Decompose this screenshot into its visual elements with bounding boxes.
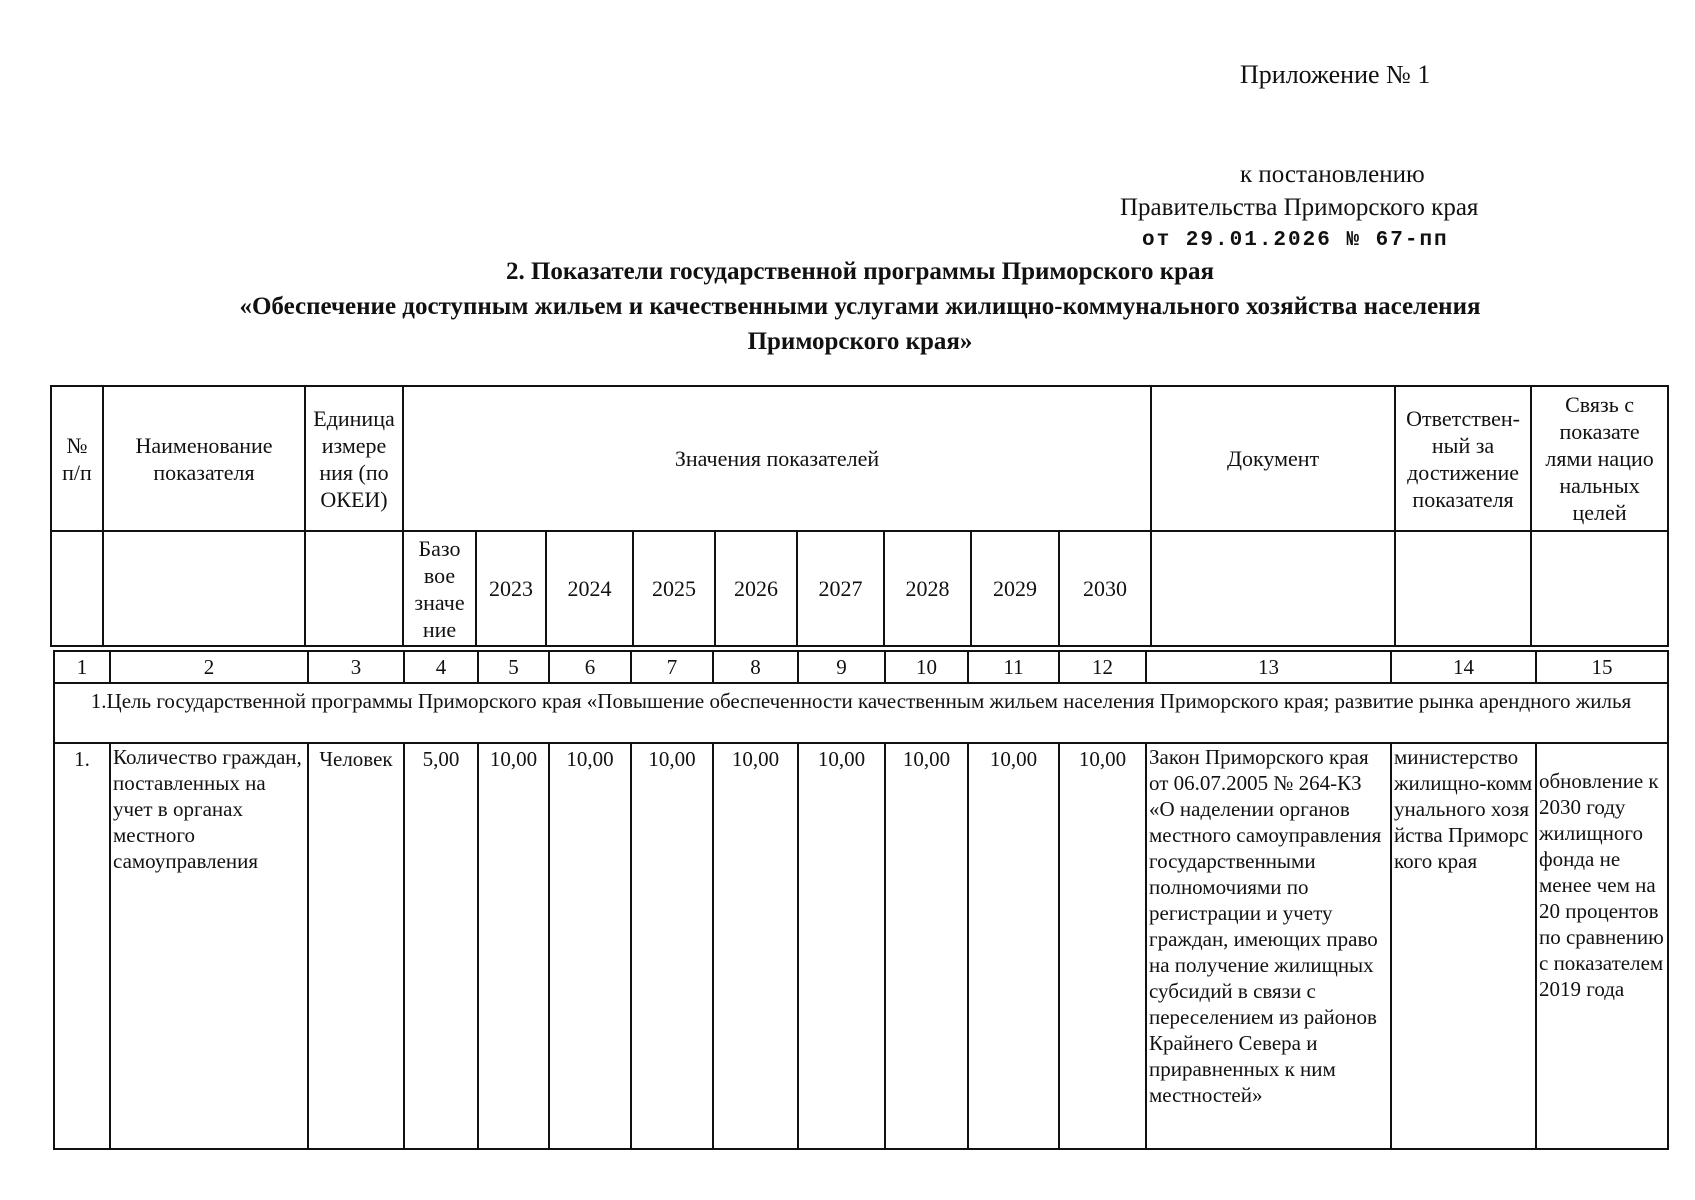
column-number: 14 — [1391, 651, 1536, 683]
year-value: 10,00 — [968, 743, 1059, 1149]
column-number: 8 — [713, 651, 798, 683]
appendix-label: Приложение № 1 — [1240, 60, 1431, 89]
column-number: 9 — [798, 651, 885, 683]
header-empty-1 — [51, 531, 103, 646]
column-number: 13 — [1146, 651, 1391, 683]
header-year: 2027 — [797, 531, 884, 646]
column-number: 5 — [478, 651, 549, 683]
indicator-name: Количество граждан, поставленных на учет в органах местного самоуправления — [110, 743, 308, 1149]
decree-reference — [1120, 158, 1560, 257]
indicator-unit: Человек — [308, 743, 404, 1149]
year-value: 10,00 — [631, 743, 713, 1149]
column-number: 11 — [968, 651, 1059, 683]
header-empty-13 — [1151, 531, 1395, 646]
column-number-row — [54, 651, 1668, 683]
decree-line-1: к постановлению — [1240, 161, 1425, 188]
header-empty-2 — [103, 531, 305, 646]
year-value: 10,00 — [713, 743, 798, 1149]
year-value: 10,00 — [885, 743, 968, 1149]
header-year: 2025 — [633, 531, 715, 646]
header-name: Наименование показателя — [103, 386, 305, 531]
year-value: 10,00 — [549, 743, 631, 1149]
legal-document: Закон Приморского края от 06.07.2005 № 264-КЗ «О наделении органов местного самоуправления государственными полномочиями по регистрации и учету граждан, имеющих право на получение жилищных субсидий в связи с переселением из районов Крайнего Севера и приравненных к ним местностей» — [1146, 743, 1391, 1149]
decree-number: от 29.01.2026 № 67-пп — [1142, 229, 1449, 252]
column-number: 15 — [1536, 651, 1668, 683]
title-line-2: «Обеспечение доступным жильем и качественными услугами жилищно-коммунального хозяйства населения — [239, 293, 1481, 320]
header-year: 2026 — [715, 531, 797, 646]
year-value: 10,00 — [1059, 743, 1146, 1149]
decree-line-2: Правительства Приморского края — [1120, 194, 1479, 221]
header-empty-3 — [305, 531, 403, 646]
goal-row — [54, 683, 1668, 743]
goal-text: 1.Цель государственной программы Приморского края «Повышение обеспеченности качественным жильем населения Приморского края; развитие рынка арендного жилья — [54, 683, 1668, 743]
column-number: 10 — [885, 651, 968, 683]
column-number: 1 — [54, 651, 110, 683]
column-number: 2 — [110, 651, 308, 683]
header-empty-15 — [1531, 531, 1668, 646]
column-number: 4 — [404, 651, 478, 683]
header-year: 2023 — [476, 531, 546, 646]
year-value: 10,00 — [798, 743, 885, 1149]
document-title — [60, 254, 1660, 359]
header-year: 2028 — [884, 531, 971, 646]
column-number: 12 — [1059, 651, 1146, 683]
header-responsible: Ответствен-ный за достижение показателя — [1395, 386, 1531, 531]
header-unit: Единица измере ния (по ОКЕИ) — [305, 386, 403, 531]
header-year: 2024 — [546, 531, 633, 646]
column-number: 3 — [308, 651, 404, 683]
national-goal-link: обновление к 2030 году жилищного фонда не менее чем на 20 процентов по сравнению с показателем 2019 года — [1536, 743, 1668, 1149]
table-row — [54, 743, 1668, 1149]
header-num: № п/п — [51, 386, 103, 531]
column-number: 6 — [549, 651, 631, 683]
base-value: 5,00 — [404, 743, 478, 1149]
year-value: 10,00 — [478, 743, 549, 1149]
title-line-3: Приморского края» — [747, 328, 973, 355]
header-values: Значения показателей — [403, 386, 1151, 531]
title-line-1: 2. Показатели государственной программы Приморского края — [505, 258, 1215, 285]
header-year: 2030 — [1059, 531, 1151, 646]
indicators-header-table — [50, 385, 1669, 647]
header-base: Базо вое значе ние — [403, 531, 476, 646]
header-document: Документ — [1151, 386, 1395, 531]
header-year: 2029 — [971, 531, 1059, 646]
responsible-agency: министерство жилищно-коммунального хозяйства Приморского края — [1391, 743, 1536, 1149]
row-number: 1. — [54, 743, 110, 1149]
indicators-body-table — [53, 650, 1669, 1150]
column-number: 7 — [631, 651, 713, 683]
header-link: Связь с показате лями нацио нальных целей — [1531, 386, 1668, 531]
header-empty-14 — [1395, 531, 1531, 646]
